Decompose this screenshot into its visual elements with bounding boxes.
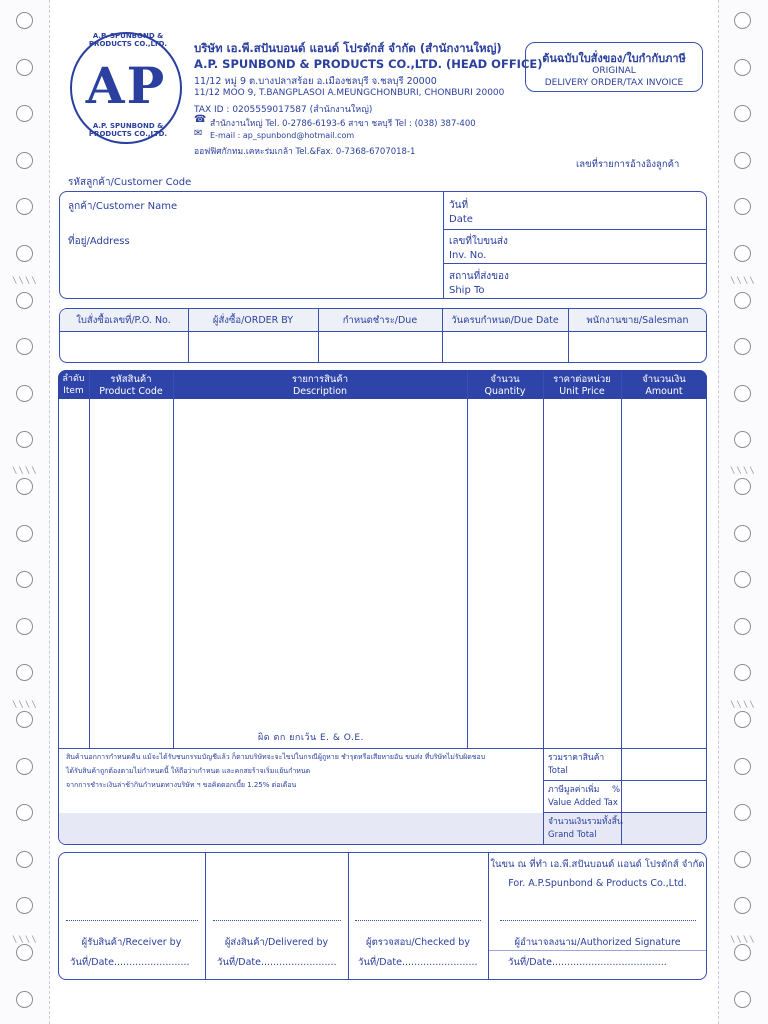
order-col-due-date: วันครบกำหนด/Due Date	[451, 315, 559, 326]
perforation-mark: \\\\	[12, 700, 38, 710]
tractor-hole	[734, 525, 751, 542]
tractor-hole	[16, 711, 33, 728]
tractor-hole	[734, 758, 751, 775]
customer-address-label: ที่อยู่/Address	[68, 236, 130, 247]
perforation-mark: \\\\	[12, 935, 38, 945]
total-label-en: Total	[548, 766, 568, 776]
receiver-label: ผู้รับสินค้า/Receiver by	[81, 937, 182, 948]
customer-box-row-line	[443, 263, 707, 264]
items-col-divider	[543, 370, 544, 845]
customer-code-label: รหัสลูกค้า/Customer Code	[68, 177, 192, 188]
qty-col-en: Quantity	[484, 386, 526, 397]
totals-row-line	[543, 780, 707, 781]
desc-col-en: Description	[292, 386, 348, 397]
company-name-th: บริษัท เอ.พี.สปันบอนด์ แอนด์ โปรดักส์ จำกัด (สำนักงานใหญ่)	[194, 41, 502, 55]
items-col-divider	[621, 370, 622, 845]
customer-box-divider	[443, 191, 444, 299]
items-col-divider	[467, 370, 468, 748]
customer-name-label: ลูกค้า/Customer Name	[68, 201, 178, 212]
items-col-divider	[89, 370, 90, 748]
tractor-hole	[734, 59, 751, 76]
perforation-mark: \\\\	[730, 466, 756, 476]
items-body-bottom-line	[58, 748, 707, 749]
eoe-note: ผิด ตก ยกเว้น E. & O.E.	[258, 733, 364, 743]
tractor-hole	[734, 944, 751, 961]
delivered-label: ผู้ส่งสินค้า/Delivered by	[224, 937, 329, 948]
grand-total-label-en: Grand Total	[548, 830, 597, 840]
tractor-hole	[734, 991, 751, 1008]
items-col-divider	[173, 370, 174, 748]
issuer-name-th: ในขน ณ ที่ทำ เอ.พี.สปันบอนด์ แอนด์ โปรดักส์ จำกัด	[490, 859, 705, 870]
authorized-date: วันที่/Date......................................	[508, 957, 667, 968]
perforation-mark: \\\\	[12, 466, 38, 476]
logo-ap-text: AP	[85, 56, 167, 115]
logo-ring-top-text: A.P. SPUNBOND & PRODUCTS CO.,LTD.	[88, 32, 168, 48]
customer-box-row-line	[443, 229, 707, 230]
ship-label-en: Ship To	[449, 285, 485, 296]
document-title-en: DELIVERY ORDER/TAX INVOICE	[544, 78, 684, 88]
vat-label-th: ภาษีมูลค่าเพิ่ม	[548, 785, 600, 795]
tractor-hole	[734, 152, 751, 169]
perforation-mark: \\\\	[730, 935, 756, 945]
item-col-en: Item	[63, 386, 84, 396]
amount-col-en: Amount	[645, 386, 683, 397]
issuer-name-en: For. A.P.Spunbond & Products Co.,Ltd.	[508, 878, 687, 889]
order-info-header-line	[59, 331, 707, 332]
order-col-po: ใบสั่งซื้อเลขที่/P.O. No.	[76, 315, 171, 326]
receiver-date: วันที่/Date.........................	[70, 957, 190, 968]
tractor-hole	[16, 851, 33, 868]
signature-mid-line	[488, 950, 707, 951]
email-icon: ✉	[194, 128, 203, 139]
date-label-en: Date	[449, 214, 473, 225]
order-col-salesman: พนักงานขาย/Salesman	[586, 315, 689, 326]
tractor-hole	[734, 478, 751, 495]
total-label-th: รวมราคาสินค้า	[548, 753, 605, 763]
company-address-en: 11/12 MOO 9, T.BANGPLASOI A.MEUNGCHONBURI, CHONBURI 20000	[194, 88, 505, 98]
checked-label: ผู้ตรวจสอบ/Checked by	[366, 937, 470, 948]
checked-signature-line	[355, 920, 481, 921]
date-label-th: วันที่	[449, 200, 469, 211]
tractor-hole	[16, 12, 33, 29]
tractor-hole	[734, 292, 751, 309]
tractor-hole	[16, 245, 33, 262]
order-col-order-by: ผู้สั่งซื้อ/ORDER BY	[212, 315, 294, 326]
receiver-signature-line	[66, 920, 198, 921]
tractor-hole	[734, 711, 751, 728]
signature-divider	[348, 852, 349, 980]
company-logo	[70, 32, 182, 144]
desc-col-th: รายการสินค้า	[291, 374, 349, 385]
tractor-hole	[16, 758, 33, 775]
phone-icon: ☎	[194, 114, 207, 125]
tractor-hole	[734, 618, 751, 635]
document-title-original: ORIGINAL	[592, 66, 636, 76]
company-address-th: 11/12 หมู่ 9 ต.บางปลาสร้อย อ.เมืองชลบุรี จ.ชลบุรี 20000	[194, 76, 437, 87]
terms-line-2: ได้รับสินค้าถูกต้องตามไม่กำหนดนี้ ให้ถือว่าเกำหนด และคกสยร้าจเริ่มเเย้นกำหนด	[66, 767, 311, 775]
tractor-hole	[16, 944, 33, 961]
signature-divider	[488, 852, 489, 980]
logo-ring-bottom-text: A.P. SPUNBOND & PRODUCTS CO.,LTD.	[88, 122, 168, 138]
perforation-mark: \\\\	[730, 276, 756, 286]
code-col-en: Product Code	[99, 386, 163, 397]
amount-col-th: จำนวนเงิน	[642, 374, 686, 385]
company-name-en: A.P. SPUNBOND & PRODUCTS CO.,LTD. (HEAD OFFICE)	[194, 57, 543, 71]
tractor-hole	[16, 478, 33, 495]
tractor-hole	[16, 525, 33, 542]
tractor-hole	[734, 385, 751, 402]
price-col-en: Unit Price	[559, 386, 605, 397]
vat-percent: %	[612, 785, 621, 795]
tractor-hole	[16, 385, 33, 402]
signature-divider	[205, 852, 206, 980]
customer-ref-label: เลขที่รายการอ้างอิงลูกค้า	[576, 159, 680, 170]
order-col-due: กำหนดชำระ/Due	[342, 315, 418, 326]
tractor-hole	[734, 851, 751, 868]
grand-total-label-th: จำนวนเงินรวมทั้งสิ้น	[548, 817, 623, 827]
tractor-hole	[16, 152, 33, 169]
tractor-hole	[734, 12, 751, 29]
authorized-signature-line	[500, 920, 696, 921]
company-email-line: E-mail : ap_spunbond@hotmail.com	[210, 131, 355, 140]
code-col-th: รหัสสินค้า	[110, 374, 152, 385]
perforation-mark: \\\\	[12, 276, 38, 286]
document-title-th: ต้นฉบับใบสั่งของ/ใบกำกับภาษี	[542, 52, 686, 65]
terms-line-3: จากการชำระเงินล่าช้ากินกำหนดทางบริษัท ฯ ขอคิดดอกเบี้ย 1.25% ต่อเดือน	[66, 781, 297, 789]
inv-label-en: Inv. No.	[449, 250, 487, 261]
company-phone-line: สำนักงานใหญ่ Tel. 0-2786-6193-6 สาขา ชลบุรี Tel : (038) 387-400	[210, 119, 476, 129]
tractor-hole	[734, 245, 751, 262]
qty-col-th: จำนวน	[490, 374, 520, 385]
inv-label-th: เลขที่ใบขนส่ง	[449, 236, 508, 247]
delivered-date: วันที่/Date.........................	[217, 957, 337, 968]
checked-date: วันที่/Date.........................	[358, 957, 478, 968]
tractor-hole	[16, 618, 33, 635]
company-tax-id: TAX ID : 0205559017587 (สำนักงานใหญ่)	[194, 105, 373, 115]
company-office-line: ออฟฟิศกักทม.เคหะร่มเกล้า Tel.&Fax. 0-7368-6707018-1	[194, 147, 416, 157]
perforation-mark: \\\\	[730, 700, 756, 710]
tractor-hole	[16, 292, 33, 309]
grand-total-divider	[543, 813, 544, 844]
price-col-th: ราคาต่อหน่วย	[553, 374, 611, 385]
terms-line-1: สินค้านอกการกำหนดคืน แม้จะได้รับชนกรรมบัญชีแล้ว ก็ตามบริษัทจะจะไขปในกรณีผู้ถูหาย ชำรุดหรือเสียหายอัน ขนส่ง ที่บริษัทไม่รับผิดชอบ	[66, 753, 486, 761]
ship-label-th: สถานที่ส่งของ	[449, 271, 509, 282]
vat-label-en: Value Added Tax	[548, 798, 618, 808]
delivered-signature-line	[213, 920, 341, 921]
tractor-hole	[16, 991, 33, 1008]
tractor-hole	[16, 59, 33, 76]
authorized-label: ผู้อำนาจลงนาม/Authorized Signature	[514, 937, 681, 948]
item-col-th: ลำดับ	[62, 374, 85, 384]
